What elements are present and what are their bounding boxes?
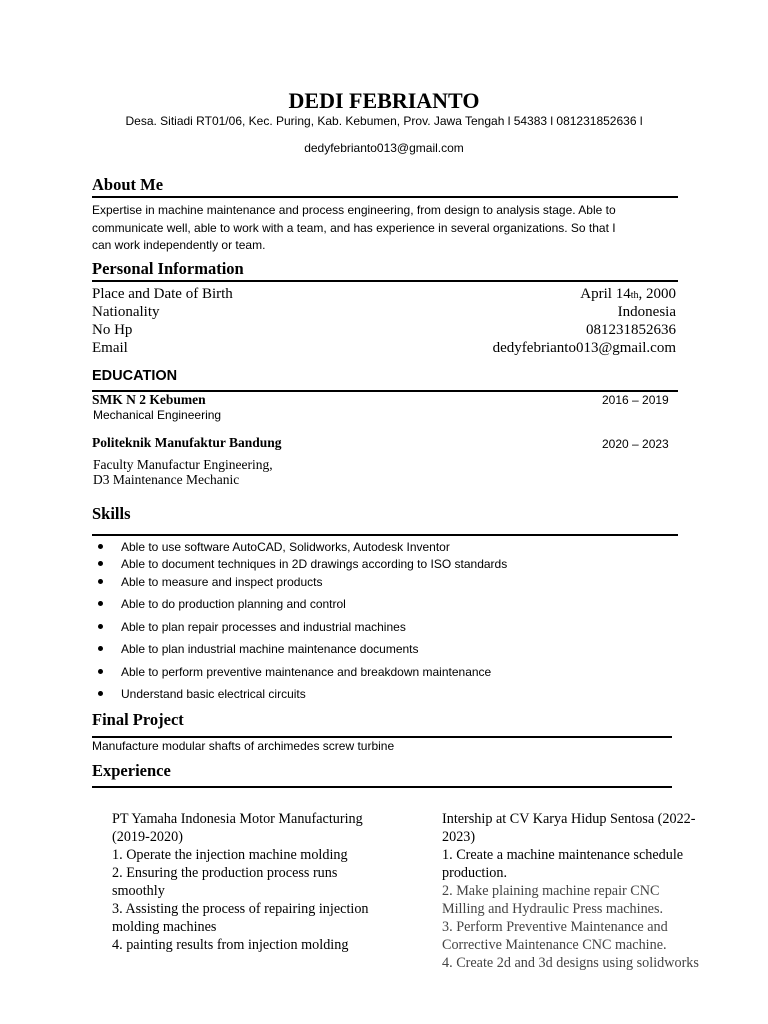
about-line: can work independently or team.: [92, 238, 266, 252]
personal-row-birth: [92, 286, 676, 303]
bullet-icon: [98, 691, 103, 696]
ordinal-suffix: th: [630, 290, 639, 301]
experience-line: 2023): [442, 829, 476, 845]
experience-line: 2. Ensuring the production process runs: [112, 865, 338, 881]
experience-line: production.: [442, 865, 508, 881]
final-project-divider: [92, 736, 672, 738]
skills-heading: Skills: [92, 504, 131, 523]
experience-line: 4. Create 2d and 3d designs using solidworks: [442, 955, 699, 971]
personal-divider: [92, 280, 678, 282]
education-detail: Mechanical Engineering: [93, 408, 222, 422]
personal-row-phone: [92, 322, 676, 339]
personal-heading: Personal Information: [92, 259, 244, 278]
experience-line: PT Yamaha Indonesia Motor Manufacturing: [112, 811, 363, 827]
personal-value: April 14th, 2000: [580, 286, 676, 302]
experience-line: molding machines: [112, 919, 217, 935]
personal-value: 081231852636: [586, 322, 676, 338]
bullet-icon: [98, 669, 103, 674]
final-project-heading: Final Project: [92, 710, 184, 729]
bullet-icon: [98, 646, 103, 651]
bullet-icon: [98, 561, 103, 566]
personal-row-nationality: [92, 304, 676, 321]
personal-row-email: [92, 340, 676, 357]
experience-line: Milling and Hydraulic Press machines.: [442, 901, 664, 917]
experience-internship: [442, 810, 752, 972]
contact-address: Desa. Sitiadi RT01/06, Kec. Puring, Kab. Kebumen, Prov. Jawa Tengah l 54383 l 081231852636 l: [125, 114, 643, 128]
bullet-icon: [98, 544, 103, 549]
education-heading: EDUCATION: [92, 368, 178, 384]
education-school: Politeknik Manufaktur Bandung: [92, 435, 282, 450]
about-divider: [92, 196, 678, 198]
experience-line: smoothly: [112, 883, 165, 899]
experience-line: 3. Perform Preventive Maintenance and: [442, 919, 668, 935]
experience-line: 4. painting results from injection molding: [112, 937, 349, 953]
experience-line: 3. Assisting the process of repairing injection: [112, 901, 369, 917]
experience-line: 1. Operate the injection machine molding: [112, 847, 348, 863]
about-line: communicate well, able to work with a team, and has experience in several organizations. So that I: [92, 220, 616, 235]
about-line: Expertise in machine maintenance and process engineering, from design to analysis stage. Able to: [92, 203, 616, 217]
bullet-icon: [98, 579, 103, 584]
contact-email: dedyfebrianto013@gmail.com: [304, 141, 464, 155]
experience-line: Corrective Maintenance CNC machine.: [442, 937, 667, 953]
resume-name: DEDI FEBRIANTO: [288, 88, 480, 113]
bullet-icon: [98, 624, 103, 629]
education-years: 2020 – 2023: [602, 437, 669, 451]
experience-line: (2019-2020): [112, 829, 183, 845]
personal-label: Place and Date of Birth: [92, 286, 233, 302]
experience-line: 1. Create a machine maintenance schedule: [442, 847, 684, 863]
personal-label: Nationality: [92, 304, 160, 320]
skills-divider: [92, 534, 678, 536]
about-text: [92, 202, 682, 255]
bullet-icon: [98, 601, 103, 606]
personal-label: No Hp: [92, 322, 133, 338]
experience-divider: [92, 786, 672, 788]
experience-yamaha: [112, 810, 412, 954]
personal-value: dedyfebrianto013@gmail.com: [492, 340, 676, 356]
education-detail: Faculty Manufactur Engineering,: [93, 457, 273, 472]
personal-value: Indonesia: [617, 304, 676, 320]
final-project-text: Manufacture modular shafts of archimedes screw turbine: [92, 739, 395, 753]
personal-label: Email: [92, 340, 128, 356]
experience-line: Intership at CV Karya Hidup Sentosa (2022-: [442, 811, 696, 827]
education-school: SMK N 2 Kebumen: [92, 392, 206, 407]
education-detail: D3 Maintenance Mechanic: [93, 472, 240, 487]
education-years: 2016 – 2019: [602, 393, 669, 407]
experience-line: 2. Make plaining machine repair CNC: [442, 883, 660, 899]
about-heading: About Me: [92, 175, 164, 194]
experience-heading: Experience: [92, 761, 171, 780]
